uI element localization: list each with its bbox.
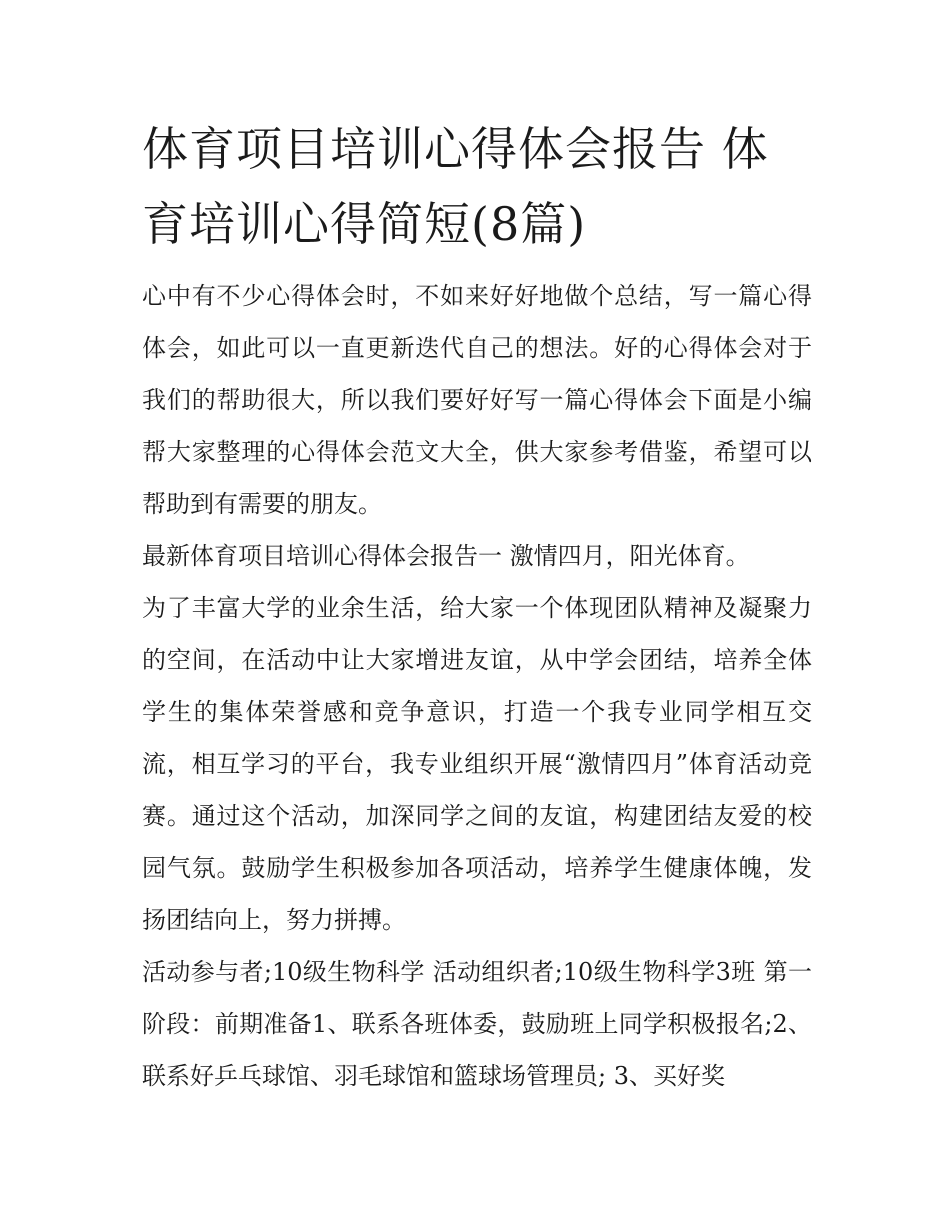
purpose-paragraph: 为了丰富大学的业余生活，给大家一个体现团队精神及凝聚力的空间，在活动中让大家增进友谊，从中学会团结，培养全体学生的集体荣誉感和竞争意识，打造一个我专业同学相互交流，相互学习的平台，我专业组织开展“激情四月”体育活动竞赛。通过这个活动，加深同学之间的友谊，构建团结友爱的校园气氛。鼓励学生积极参加各项活动，培养学生健康体魄，发扬团结向上，努力拼搏。: [142, 594, 812, 934]
section-heading-paragraph: 最新体育项目培训心得体会报告一 激情四月，阳光体育。: [142, 542, 750, 570]
document-page: [142, 112, 812, 1102]
participants-paragraph: 活动参与者;10级生物科学 活动组织者;10级生物科学3班 第一阶段：前期准备1、联系各班体委，鼓励班上同学积极报名;2、联系好乒乓球馆、羽毛球馆和篮球场管理员; 3、买好奖: [142, 958, 812, 1090]
document-title: 体育项目培训心得体会报告 体育培训心得简短(8篇): [142, 122, 769, 251]
intro-paragraph: 心中有不少心得体会时，不如来好好地做个总结，写一篇心得体会，如此可以一直更新迭代自己的想法。好的心得体会对于我们的帮助很大，所以我们要好好写一篇心得体会下面是小编帮大家整理的心得体会范文大全，供大家参考借鉴，希望可以帮助到有需要的朋友。: [142, 282, 812, 518]
